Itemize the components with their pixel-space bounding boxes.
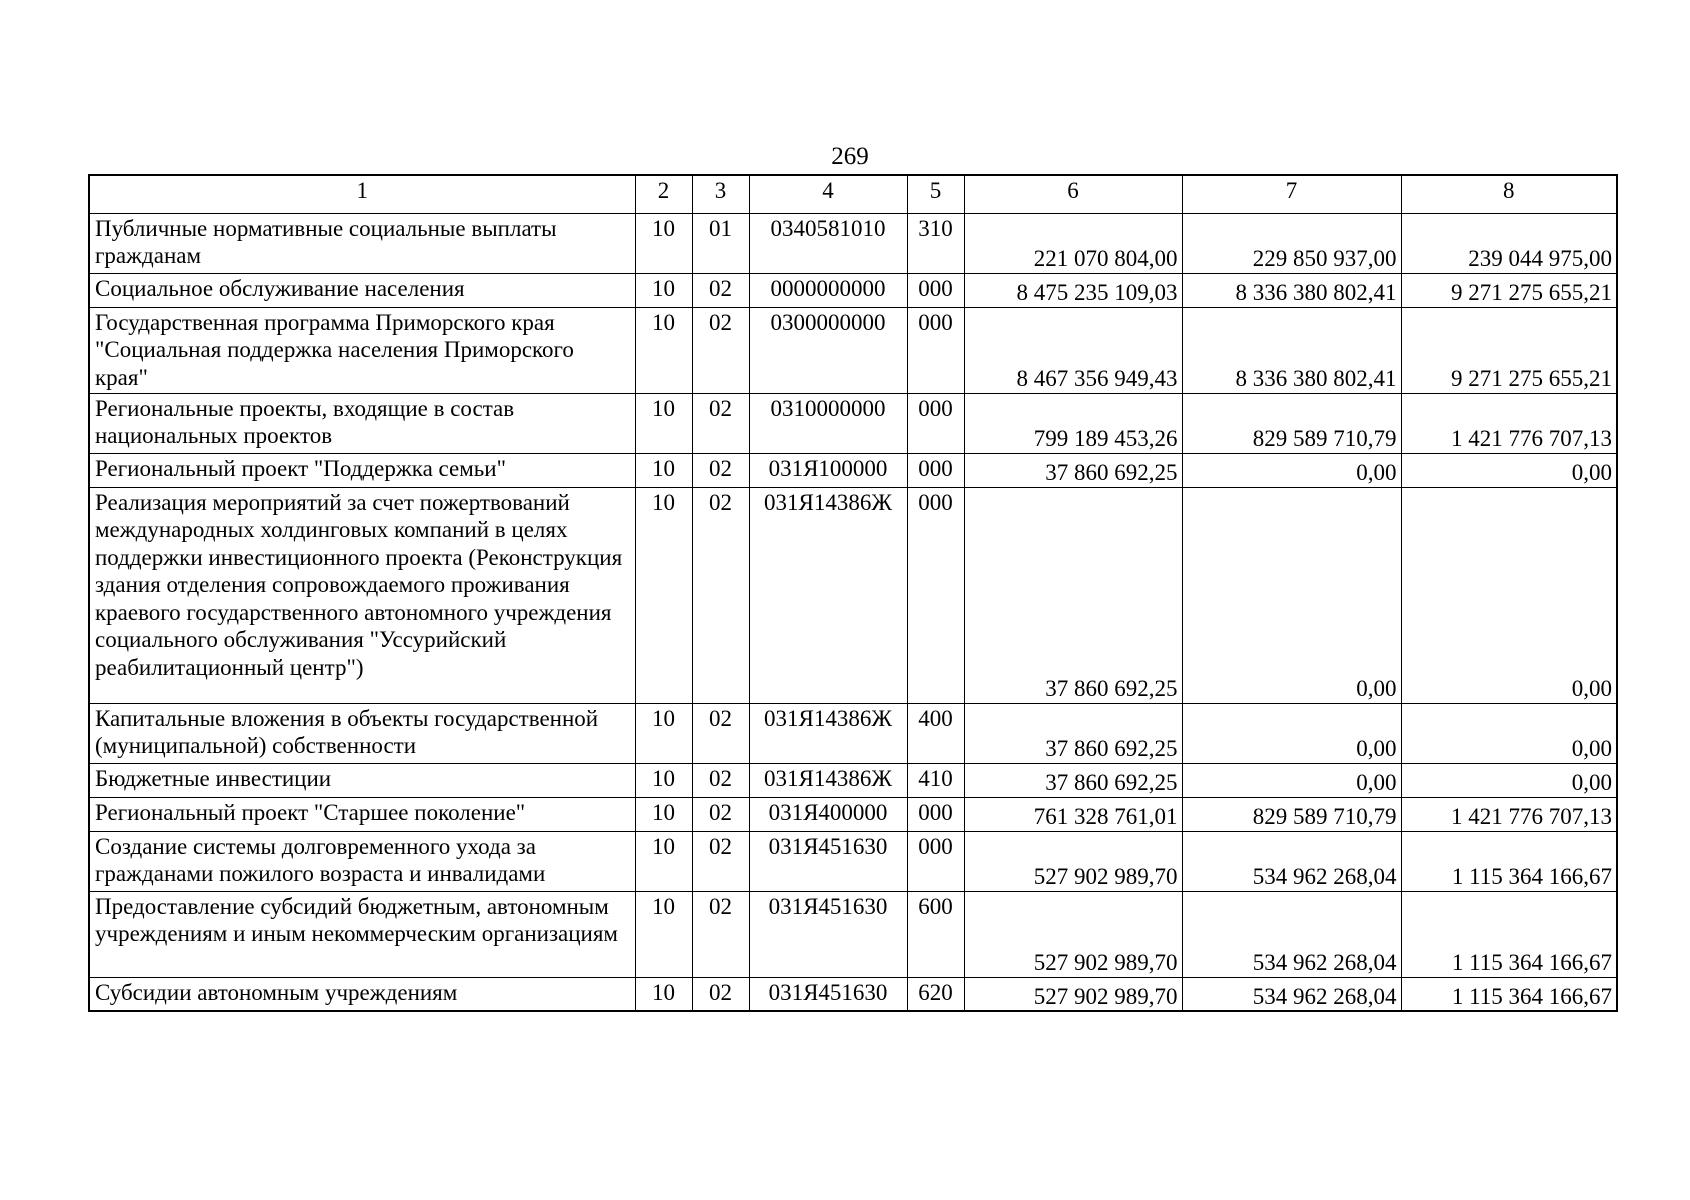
column-header: 1 bbox=[89, 175, 635, 213]
row-amount-col7-cell: 8 336 380 802,41 bbox=[1182, 307, 1401, 393]
row-section-cell: 10 bbox=[635, 307, 692, 393]
row-name-cell: Региональный проект "Старшее поколение" bbox=[89, 797, 635, 831]
row-amount-col7-cell: 0,00 bbox=[1182, 703, 1401, 763]
row-name-cell: Социальное обслуживание населения bbox=[89, 273, 635, 307]
row-amount-col7-cell: 229 850 937,00 bbox=[1182, 213, 1401, 273]
row-subsection-cell: 02 bbox=[692, 453, 749, 487]
row-expense-type-cell: 410 bbox=[907, 763, 964, 797]
row-section-cell: 10 bbox=[635, 977, 692, 1011]
row-subsection-cell: 02 bbox=[692, 273, 749, 307]
row-amount-col6-cell: 37 860 692,25 bbox=[964, 487, 1182, 703]
row-amount-col6-cell: 761 328 761,01 bbox=[964, 797, 1182, 831]
row-expense-type-cell: 310 bbox=[907, 213, 964, 273]
row-expense-type-cell: 000 bbox=[907, 307, 964, 393]
table-row bbox=[89, 831, 1617, 891]
row-section-cell: 10 bbox=[635, 891, 692, 977]
table-row bbox=[89, 797, 1617, 831]
row-target-article-cell: 031Я14386Ж bbox=[749, 763, 907, 797]
row-amount-col7-cell: 829 589 710,79 bbox=[1182, 393, 1401, 453]
row-name-cell: Региональные проекты, входящие в состав национальных проектов bbox=[89, 393, 635, 453]
row-amount-col6-cell: 799 189 453,26 bbox=[964, 393, 1182, 453]
row-section-cell: 10 bbox=[635, 213, 692, 273]
row-target-article-cell: 031Я14386Ж bbox=[749, 487, 907, 703]
table-header-row bbox=[89, 175, 1617, 213]
row-target-article-cell: 0310000000 bbox=[749, 393, 907, 453]
column-header: 2 bbox=[635, 175, 692, 213]
row-amount-col7-cell: 0,00 bbox=[1182, 763, 1401, 797]
row-amount-col6-cell: 527 902 989,70 bbox=[964, 831, 1182, 891]
row-target-article-cell: 031Я400000 bbox=[749, 797, 907, 831]
row-amount-col6-cell: 8 467 356 949,43 bbox=[964, 307, 1182, 393]
row-amount-col6-cell: 221 070 804,00 bbox=[964, 213, 1182, 273]
row-amount-col8-cell: 9 271 275 655,21 bbox=[1401, 273, 1617, 307]
row-name-cell: Государственная программа Приморского края "Социальная поддержка населения Приморского края" bbox=[89, 307, 635, 393]
row-subsection-cell: 02 bbox=[692, 763, 749, 797]
row-section-cell: 10 bbox=[635, 453, 692, 487]
row-expense-type-cell: 000 bbox=[907, 797, 964, 831]
row-subsection-cell: 02 bbox=[692, 891, 749, 977]
row-amount-col7-cell: 534 962 268,04 bbox=[1182, 891, 1401, 977]
row-name-cell: Капитальные вложения в объекты государственной (муниципальной) собственности bbox=[89, 703, 635, 763]
row-expense-type-cell: 000 bbox=[907, 487, 964, 703]
row-expense-type-cell: 000 bbox=[907, 273, 964, 307]
row-name-cell: Создание системы долговременного ухода за гражданами пожилого возраста и инвалидами bbox=[89, 831, 635, 891]
row-subsection-cell: 02 bbox=[692, 797, 749, 831]
table-body bbox=[89, 175, 1617, 1011]
row-target-article-cell: 0300000000 bbox=[749, 307, 907, 393]
row-expense-type-cell: 400 bbox=[907, 703, 964, 763]
row-name-cell: Реализация мероприятий за счет пожертвований международных холдинговых компаний в целях поддержки инвестиционного проекта (Реконструкция здания отделения сопровождаемого проживания краевого государственного автономного учреждения социального обслуживания "Уссурийский реабилитационный центр") bbox=[89, 487, 635, 703]
row-amount-col8-cell: 1 421 776 707,13 bbox=[1401, 797, 1617, 831]
row-subsection-cell: 02 bbox=[692, 487, 749, 703]
table-row bbox=[89, 453, 1617, 487]
row-target-article-cell: 031Я451630 bbox=[749, 831, 907, 891]
row-section-cell: 10 bbox=[635, 487, 692, 703]
budget-table bbox=[88, 174, 1618, 1012]
row-name-cell: Региональный проект "Поддержка семьи" bbox=[89, 453, 635, 487]
column-header: 3 bbox=[692, 175, 749, 213]
row-target-article-cell: 0340581010 bbox=[749, 213, 907, 273]
row-name-cell: Субсидии автономным учреждениям bbox=[89, 977, 635, 1011]
row-amount-col6-cell: 37 860 692,25 bbox=[964, 703, 1182, 763]
row-subsection-cell: 02 bbox=[692, 307, 749, 393]
row-section-cell: 10 bbox=[635, 763, 692, 797]
row-amount-col8-cell: 0,00 bbox=[1401, 703, 1617, 763]
row-name-cell: Публичные нормативные социальные выплаты гражданам bbox=[89, 213, 635, 273]
row-target-article-cell: 031Я14386Ж bbox=[749, 703, 907, 763]
row-amount-col7-cell: 534 962 268,04 bbox=[1182, 831, 1401, 891]
row-amount-col8-cell: 239 044 975,00 bbox=[1401, 213, 1617, 273]
row-amount-col6-cell: 8 475 235 109,03 bbox=[964, 273, 1182, 307]
table-row bbox=[89, 213, 1617, 273]
column-header: 8 bbox=[1401, 175, 1617, 213]
row-expense-type-cell: 620 bbox=[907, 977, 964, 1011]
row-amount-col7-cell: 534 962 268,04 bbox=[1182, 977, 1401, 1011]
row-target-article-cell: 031Я100000 bbox=[749, 453, 907, 487]
row-subsection-cell: 02 bbox=[692, 703, 749, 763]
row-name-cell: Предоставление субсидий бюджетным, автономным учреждениям и иным некоммерческим организациям bbox=[89, 891, 635, 977]
row-amount-col8-cell: 0,00 bbox=[1401, 453, 1617, 487]
row-amount-col8-cell: 0,00 bbox=[1401, 763, 1617, 797]
table-row bbox=[89, 393, 1617, 453]
row-amount-col8-cell: 1 115 364 166,67 bbox=[1401, 977, 1617, 1011]
column-header: 6 bbox=[964, 175, 1182, 213]
table-row bbox=[89, 487, 1617, 703]
table-row bbox=[89, 307, 1617, 393]
row-section-cell: 10 bbox=[635, 703, 692, 763]
row-amount-col6-cell: 37 860 692,25 bbox=[964, 763, 1182, 797]
row-expense-type-cell: 000 bbox=[907, 393, 964, 453]
table-row bbox=[89, 703, 1617, 763]
row-target-article-cell: 031Я451630 bbox=[749, 891, 907, 977]
row-subsection-cell: 02 bbox=[692, 977, 749, 1011]
table-row bbox=[89, 763, 1617, 797]
row-expense-type-cell: 000 bbox=[907, 453, 964, 487]
row-amount-col7-cell: 0,00 bbox=[1182, 487, 1401, 703]
table-row bbox=[89, 891, 1617, 977]
column-header: 4 bbox=[749, 175, 907, 213]
row-amount-col8-cell: 1 115 364 166,67 bbox=[1401, 891, 1617, 977]
row-amount-col6-cell: 527 902 989,70 bbox=[964, 977, 1182, 1011]
row-amount-col7-cell: 829 589 710,79 bbox=[1182, 797, 1401, 831]
row-amount-col8-cell: 0,00 bbox=[1401, 487, 1617, 703]
row-section-cell: 10 bbox=[635, 393, 692, 453]
row-section-cell: 10 bbox=[635, 831, 692, 891]
row-subsection-cell: 02 bbox=[692, 393, 749, 453]
row-target-article-cell: 0000000000 bbox=[749, 273, 907, 307]
row-amount-col6-cell: 527 902 989,70 bbox=[964, 891, 1182, 977]
row-expense-type-cell: 600 bbox=[907, 891, 964, 977]
row-amount-col7-cell: 8 336 380 802,41 bbox=[1182, 273, 1401, 307]
row-amount-col8-cell: 1 421 776 707,13 bbox=[1401, 393, 1617, 453]
row-section-cell: 10 bbox=[635, 797, 692, 831]
table-row bbox=[89, 977, 1617, 1011]
row-expense-type-cell: 000 bbox=[907, 831, 964, 891]
row-subsection-cell: 02 bbox=[692, 831, 749, 891]
column-header: 5 bbox=[907, 175, 964, 213]
row-amount-col8-cell: 9 271 275 655,21 bbox=[1401, 307, 1617, 393]
row-amount-col8-cell: 1 115 364 166,67 bbox=[1401, 831, 1617, 891]
page-number: 269 bbox=[831, 143, 869, 170]
row-name-cell: Бюджетные инвестиции bbox=[89, 763, 635, 797]
row-target-article-cell: 031Я451630 bbox=[749, 977, 907, 1011]
row-amount-col7-cell: 0,00 bbox=[1182, 453, 1401, 487]
table-row bbox=[89, 273, 1617, 307]
row-subsection-cell: 01 bbox=[692, 213, 749, 273]
column-header: 7 bbox=[1182, 175, 1401, 213]
row-section-cell: 10 bbox=[635, 273, 692, 307]
row-amount-col6-cell: 37 860 692,25 bbox=[964, 453, 1182, 487]
